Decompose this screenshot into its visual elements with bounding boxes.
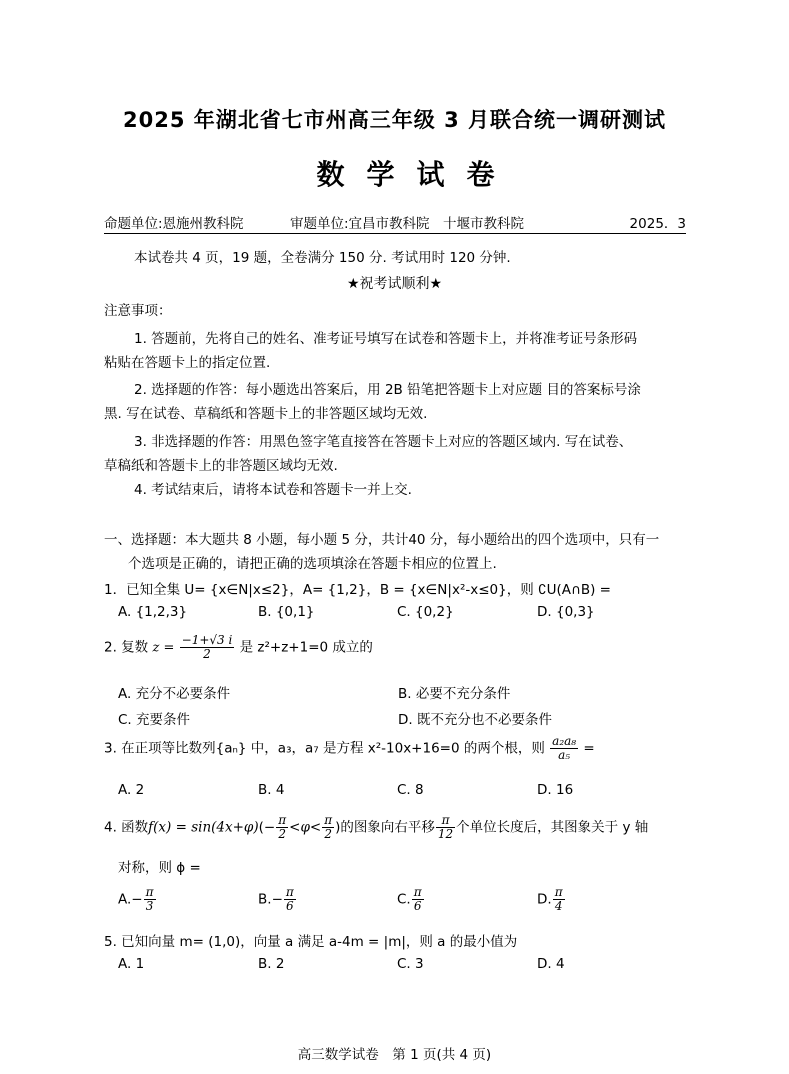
- q4-option-d-den: 4: [554, 899, 563, 914]
- q2-z: z =: [152, 640, 175, 656]
- subject-title: 数学试卷: [316, 158, 517, 191]
- q4-option-d-label: D.: [537, 891, 552, 908]
- q2-fraction: [180, 634, 235, 661]
- q4-cond-frac-left-num: π: [278, 813, 287, 827]
- q5-option-b: B. 2: [258, 956, 285, 972]
- q4-cond-frac-left: [276, 814, 288, 841]
- q4-option-b-sign: −: [271, 891, 283, 908]
- q5-option-a: A. 1: [118, 956, 145, 972]
- q2-fraction-numerator: −1+√3 i: [181, 633, 233, 647]
- q4-option-b-label: B.: [258, 891, 272, 908]
- q4-option-a: [118, 886, 157, 913]
- q4-option-d-num: π: [554, 885, 563, 899]
- q4-cond-frac-left-den: 2: [278, 827, 287, 842]
- q5-option-c: C. 3: [397, 956, 424, 972]
- notice-item-4: 4. 考试结束后，请将本试卷和答题卡一并上交.: [134, 482, 412, 498]
- q4-cond-frac-right: [322, 814, 334, 841]
- question-2-stem: [104, 634, 373, 661]
- q1-option-a: A. {1,2,3}: [118, 604, 188, 620]
- q3-fraction: [550, 735, 578, 762]
- q1-option-c: C. {0,2}: [397, 604, 454, 620]
- q4-shift-frac-num: π: [436, 814, 455, 828]
- q4-option-c-label: C.: [397, 891, 411, 908]
- q4-function: f(x) = sin(4x+φ): [148, 819, 259, 836]
- q4-option-a-sign: −: [131, 891, 143, 908]
- q3-stem-post: =: [583, 740, 595, 757]
- q4-option-a-frac: [144, 886, 156, 913]
- proposer: 命题单位:恩施州教科院: [104, 216, 244, 232]
- page-footer: 高三数学试卷 第 1 页(共 4 页): [297, 1047, 492, 1063]
- q2-fraction-denominator: 2: [203, 647, 211, 662]
- q4-option-b-frac: [284, 886, 296, 913]
- q3-option-a: A. 2: [118, 782, 145, 798]
- notice-heading: 注意事项：: [104, 303, 172, 319]
- question-4-line2: 对称，则 ϕ =: [118, 860, 201, 876]
- q4-option-d-frac: [553, 886, 565, 913]
- q4-cond-open: (−: [258, 819, 276, 836]
- q4-option-b-den: 6: [286, 899, 294, 914]
- q2-option-a: A. 充分不必要条件: [118, 686, 231, 702]
- question-5-stem: 5. 已知向量 m= (1,0)，向量 a 满足 a-4m = |m|，则 a 的最小值为: [104, 934, 518, 950]
- q4-option-b-num: π: [285, 885, 294, 899]
- reviewer: 审题单位:宜昌市教科院 十堰市教科院: [290, 216, 525, 232]
- q3-option-b: B. 4: [258, 782, 285, 798]
- section1-line2: 个选项是正确的，请把正确的选项填涂在答题卡相应的位置上.: [128, 556, 497, 572]
- question-1-stem: 1．已知全集 U= {x∈N|x≤2}，A= {1,2}，B = {x∈N|x²-x≤0}，则 ∁U(A∩B) =: [104, 582, 611, 598]
- q4-option-a-den: 3: [145, 899, 154, 914]
- q2-stem-pre: 2. 复数: [104, 639, 149, 656]
- q2-stem-post: 是 z²+z+1=0 成立的: [239, 639, 373, 656]
- q2-option-c: C. 充要条件: [118, 712, 191, 728]
- q4-shift-frac: [436, 814, 455, 841]
- q1-option-b: B. {0,1}: [258, 604, 315, 620]
- exam-date: 2025．3: [629, 216, 686, 232]
- q4-option-c-den: 6: [413, 899, 422, 914]
- blessing: ★祝考试顺利★: [346, 276, 443, 292]
- exam-title: 2025 年湖北省七市州高三年级 3 月联合统一调研测试: [123, 108, 666, 132]
- q4-option-c-num: π: [413, 885, 422, 899]
- q4-option-a-label: A.: [118, 891, 132, 908]
- notice-item-3-line2: 草稿纸和答题卡上的非答题区域均无效.: [104, 458, 338, 474]
- q4-phi-range: <φ<: [289, 819, 322, 836]
- question-3-stem: [104, 735, 595, 762]
- q4-option-a-num: π: [145, 885, 154, 899]
- q4-cond-close: ): [335, 819, 341, 836]
- q2-option-d: D. 既不充分也不必要条件: [398, 712, 552, 728]
- q4-option-b: [258, 886, 297, 913]
- q3-fraction-denominator: a₅: [558, 748, 571, 763]
- question-4-stem: [104, 814, 648, 841]
- intro-text: 本试卷共 4 页，19 题，全卷满分 150 分. 考试用时 120 分钟.: [134, 250, 511, 266]
- q3-option-d: D. 16: [537, 782, 574, 798]
- q4-option-c-frac: [412, 886, 424, 913]
- q3-option-c: C. 8: [397, 782, 424, 798]
- notice-item-1-line2: 粘贴在答题卡上的指定位置.: [104, 355, 271, 371]
- q4-option-c: [397, 886, 425, 913]
- exam-meta: [104, 212, 686, 232]
- notice-item-2-line2: 黑. 写在试卷、草稿纸和答题卡上的非答题区域均无效.: [104, 406, 428, 422]
- q4-stem-c: 个单位长度后，其图象关于 y 轴: [456, 819, 649, 836]
- q1-option-d: D. {0,3}: [537, 604, 595, 620]
- q3-stem-pre: 3. 在正项等比数列{aₙ} 中，a₃，a₇ 是方程 x²-10x+16=0 的两个根，则: [104, 740, 545, 757]
- q4-stem-b: 的图象向右平移: [340, 819, 435, 836]
- notice-item-3-line1: 3. 非选择题的作答：用黑色签字笔直接答在答题卡上对应的答题区域内. 写在试卷、: [134, 434, 633, 450]
- q5-option-d: D. 4: [537, 956, 565, 972]
- q3-fraction-numerator: a₂a₈: [552, 734, 577, 748]
- q4-shift-frac-den: 12: [437, 827, 454, 842]
- q4-stem-a: 4. 函数: [104, 819, 149, 836]
- notice-item-1-line1: 1. 答题前，先将自己的姓名、准考证号填写在试卷和答题卡上，并将准考证号条形码: [134, 331, 638, 347]
- section1-line1: 一、选择题：本大题共 8 小题，每小题 5 分，共计40 分，每小题给出的四个选项中，只有一: [104, 532, 660, 548]
- q4-cond-frac-right-num: π: [324, 813, 333, 827]
- header-rule: [104, 233, 686, 234]
- notice-item-2-line1: 2. 选择题的作答：每小题选出答案后，用 2B 铅笔把答题卡上对应题 目的答案标号涂: [134, 382, 641, 398]
- q4-option-d: [537, 886, 566, 913]
- q4-cond-frac-right-den: 2: [324, 827, 332, 842]
- q2-option-b: B. 必要不充分条件: [398, 686, 511, 702]
